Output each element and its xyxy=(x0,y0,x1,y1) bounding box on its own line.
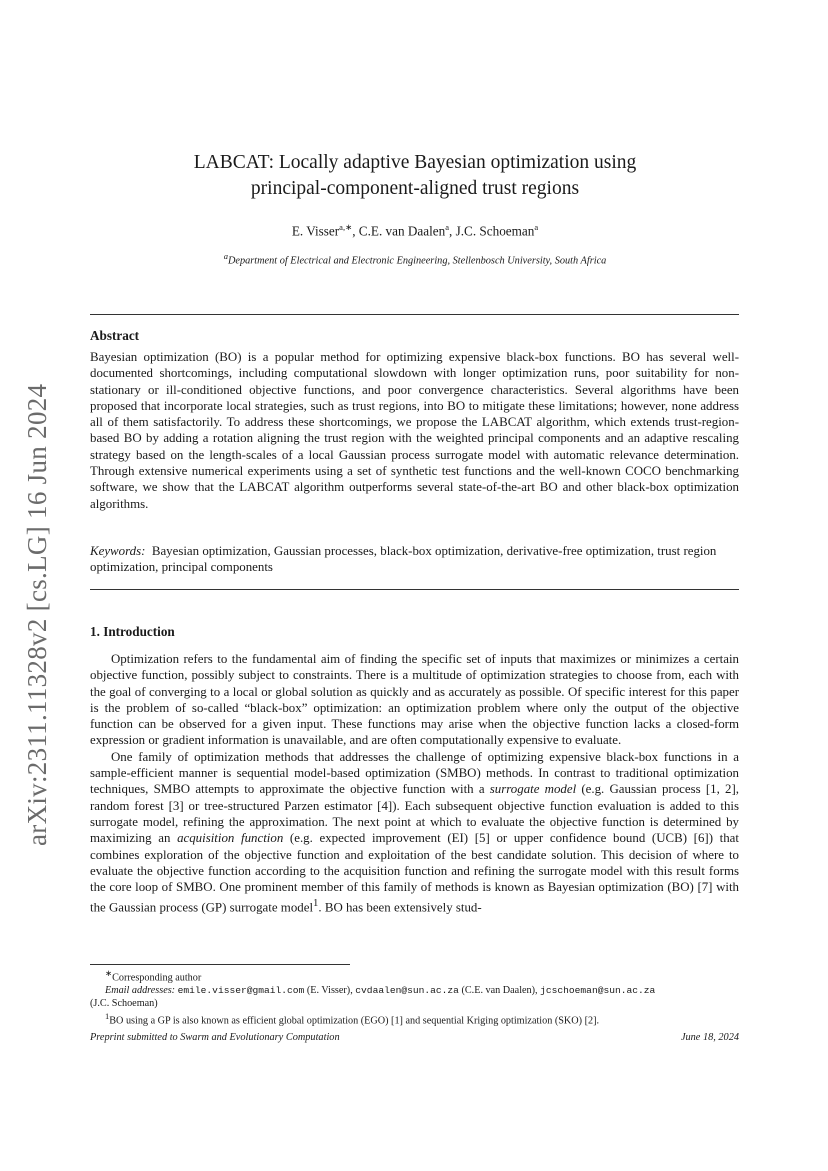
author-name: E. Visser xyxy=(291,223,340,239)
footnote-text: (E. Visser), xyxy=(304,985,356,997)
affiliation xyxy=(90,251,740,266)
keywords-block xyxy=(90,543,739,576)
affiliation-text: Department of Electrical and Electronic Engineering, Stellenbosch University, South Africa xyxy=(227,255,607,267)
abstract-heading: Abstract xyxy=(90,328,140,343)
text-run: (e.g. expected improvement (EI) [5] or upper confidence bound (UCB) [6]) that combines exploration of the objective function and exploitation of the best candidate solution. This decision of where to evaluate the objective function according to the acquisition function and refining the surrogate model with this result forms the core loop of SMBO. One prominent member of this family of methods is known as Bayesian optimization (BO) [7] with the Gaussian process (GP) surrogate model xyxy=(90,831,739,915)
text-run: (e.g. Gaussian process [1, 2], random forest [3] or tree-structured Parzen estimator [4]). Each subsequent objective function evaluation is added to this surrogate model, refining the approximation. The next point at which to evaluate the objective function is determined by maximizing an xyxy=(90,782,739,846)
keywords-label: Keywords: xyxy=(90,544,146,558)
email-label: Email addresses: xyxy=(105,985,176,997)
author-name: J.C. Schoeman xyxy=(455,223,535,239)
footnote-ref-1[interactable]: 1 xyxy=(313,897,319,910)
text-run: . BO has been extensively stud- xyxy=(318,900,482,915)
footnote-corresponding xyxy=(90,967,739,984)
footnote-mark: ∗ xyxy=(105,968,113,978)
text-run: One family of optimization methods that addresses the challenge of optimizing expensive black-box functions in a sample-efficient manner is sequential model-based optimization (SMBO) methods. In contrast to traditional optimization techniques, SMBO attempts to approximate the objective function with a xyxy=(90,749,739,797)
footer-preprint-note: Preprint submitted to Swarm and Evolutionary Computation xyxy=(90,1032,340,1043)
footnote-1 xyxy=(90,1010,739,1027)
footnote-text: BO using a GP is also known as efficient global optimization (EGO) [1] and sequential Kriging optimization (SKO) [2]. xyxy=(109,1015,600,1027)
footnote-rule xyxy=(90,964,350,965)
introduction-body xyxy=(90,651,739,916)
section-heading-introduction: 1. Introduction xyxy=(90,624,175,639)
author-list: E. Visser$^{a,∗}$, C.E. van Daalen$^a$, J.C. Schoeman$^a$ xyxy=(291,222,539,239)
emphasis-surrogate-model: surrogate model xyxy=(489,782,577,797)
author-affil-mark: a,∗ xyxy=(339,222,353,232)
footer-date: June 18, 2024 xyxy=(680,1032,739,1043)
title-line-1: LABCAT: Locally adaptive Bayesian optimization using xyxy=(193,152,637,173)
footnote-emails-cont: (J.C. Schoeman) xyxy=(90,998,158,1010)
affiliation-mark: a xyxy=(223,251,228,261)
author-name: C.E. van Daalen xyxy=(358,223,446,239)
footnote-text: Corresponding author xyxy=(112,972,202,984)
footnote-text: (C.E. van Daalen), xyxy=(458,985,541,997)
title-line-2: principal-component-aligned trust regions xyxy=(250,178,580,199)
footnote-mark: 1 xyxy=(105,1011,110,1022)
abstract-top-rule xyxy=(90,314,739,315)
abstract-bottom-rule xyxy=(90,589,739,590)
footnotes xyxy=(90,967,739,1028)
email-link[interactable]: jcschoeman@sun.ac.za xyxy=(540,985,656,997)
footnote-emails xyxy=(90,984,739,997)
emphasis-acquisition-function: acquisition function xyxy=(177,831,284,846)
email-link[interactable]: cvdaalen@sun.ac.za xyxy=(355,985,459,997)
intro-paragraph-2 xyxy=(90,749,739,916)
author-affil-mark: a xyxy=(534,222,539,232)
author-affil-mark: a xyxy=(445,222,449,232)
arxiv-identifier[interactable]: arXiv:2311.11328v2 [cs.LG] 16 Jun 2024 xyxy=(22,383,52,846)
abstract-body: Bayesian optimization (BO) is a popular method for optimizing expensive black-box functions. BO has several well-documented shortcomings, including computational slowdown with longer optimization runs, poor suitability for non-stationary or ill-conditioned objective functions, and poor convergence characteristics. Several algorithms have been proposed that incorporate local strategies, such as trust regions, into BO to mitigate these limitations; however, none address all of them satisfactorily. To address these shortcomings, we propose the LABCAT algorithm, which extends trust-region-based BO by adding a rotation aligning the trust region with the weighted principal components and an adaptive rescaling strategy based on the length-scales of a local Gaussian process surrogate model with automatic relevance determination. Through extensive numerical experiments using a set of synthetic test functions and the well-known COCO benchmarking software, we show that the LABCAT algorithm outperforms several state-of-the-art BO and other black-box optimization algorithms. xyxy=(90,350,739,511)
email-link[interactable]: emile.visser@gmail.com xyxy=(177,985,305,997)
intro-paragraph-1: Optimization refers to the fundamental aim of finding the specific set of inputs that maximizes or minimizes a certain objective function, possibly subject to constraints. There is a multitude of optimization strategies to choose from, each with the goal of converging to a local or global solution as quickly and as accurately as possible. Of specific interest for this paper is the problem of so-called “black-box” optimization: an optimization problem where only the output of the objective function can be observed for a given input. These functions may arise when the objective function lacks a closed-form expression or gradient information is unavailable, and are often computationally expensive to evaluate. xyxy=(90,652,739,748)
paper-title xyxy=(90,150,740,202)
keywords-list: Bayesian optimization, Gaussian processes, black-box optimization, derivative-free optimization, trust region optimization, principal components xyxy=(90,544,717,575)
